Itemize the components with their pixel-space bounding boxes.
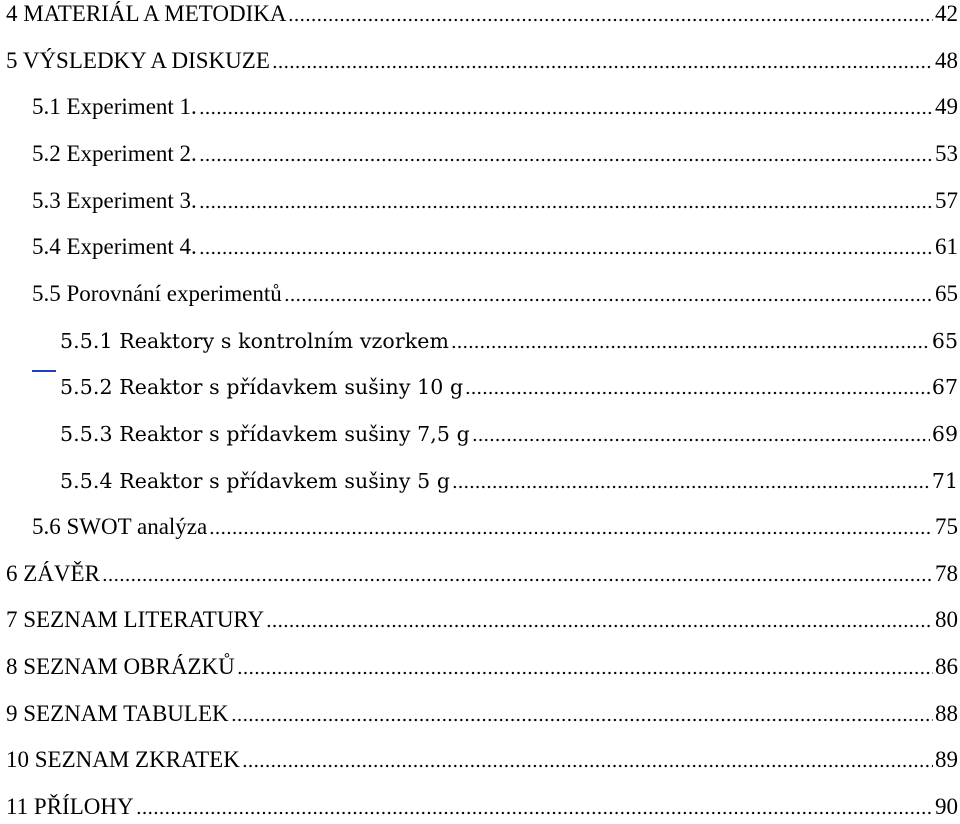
- toc-entry-title: 5.3 Experiment 3.: [32, 188, 197, 213]
- toc-entry[interactable]: [6, 743, 958, 777]
- toc-entry-title: 5.1 Experiment 1.: [32, 94, 197, 119]
- toc-entry-page-number: 86: [935, 654, 958, 679]
- toc-entry[interactable]: [32, 230, 958, 264]
- toc-entry-page-number: 88: [935, 701, 958, 726]
- toc-entry[interactable]: [60, 417, 958, 451]
- toc-dot-leader: [288, 18, 933, 22]
- toc-entry-page-number: 65: [935, 281, 958, 306]
- toc-dot-leader: [199, 158, 933, 162]
- toc-entry-page-number: 67: [931, 375, 958, 399]
- toc-dot-leader: [284, 298, 933, 302]
- toc-entry-title: 10 SEZNAM ZKRATEK: [6, 747, 240, 772]
- toc-entry-title: 9 SEZNAM TABULEK: [6, 701, 229, 726]
- toc-dot-leader: [272, 65, 933, 69]
- underline-mark: [32, 370, 56, 372]
- toc-entry[interactable]: [32, 90, 958, 124]
- toc-entry-page-number: 90: [935, 794, 958, 819]
- toc-entry[interactable]: [6, 0, 958, 31]
- toc-dot-leader: [136, 811, 933, 815]
- toc-entry[interactable]: [6, 603, 958, 637]
- toc-dot-leader: [231, 718, 933, 722]
- toc-entry-page-number: 49: [935, 94, 958, 119]
- toc-entry[interactable]: [60, 370, 958, 404]
- toc-entry-title: 5.5.4 Reaktor s přídavkem sušiny 5 g: [60, 469, 451, 493]
- toc-entry-page-number: 75: [935, 514, 958, 539]
- toc-entry-title: 11 PŘÍLOHY: [6, 794, 134, 819]
- toc-entry-page-number: 78: [935, 561, 958, 586]
- toc-entry[interactable]: [6, 650, 958, 684]
- toc-entry-title: 5.4 Experiment 4.: [32, 234, 197, 259]
- toc-entry-page-number: 48: [935, 48, 958, 73]
- toc-dot-leader: [199, 251, 933, 255]
- toc-entry-title: 5.5.1 Reaktory s kontrolním vzorkem: [60, 329, 450, 353]
- toc-dot-leader: [452, 485, 930, 489]
- toc-entry-page-number: 65: [931, 329, 958, 353]
- toc-entry[interactable]: [32, 277, 958, 311]
- toc-dot-leader: [237, 671, 933, 675]
- toc-entry-page-number: 61: [935, 234, 958, 259]
- toc-entry-page-number: 42: [935, 1, 958, 26]
- toc-entry-title: 5 VÝSLEDKY A DISKUZE: [6, 48, 270, 73]
- toc-dot-leader: [199, 205, 933, 209]
- toc-entry[interactable]: [32, 510, 958, 544]
- toc-entry-title: 8 SEZNAM OBRÁZKŮ: [6, 654, 235, 679]
- toc-entry-page-number: 89: [935, 747, 958, 772]
- toc-entry-title: 5.2 Experiment 2.: [32, 141, 197, 166]
- toc-entry-title: 5.5 Porovnání experimentů: [32, 281, 282, 306]
- toc-entry[interactable]: [6, 557, 958, 591]
- toc-entry-title: 5.5.2 Reaktor s přídavkem sušiny 10 g: [60, 375, 464, 399]
- toc-dot-leader: [472, 438, 930, 442]
- toc-entry-page-number: 57: [935, 188, 958, 213]
- toc-entry-page-number: 71: [931, 469, 958, 493]
- toc-dot-leader: [266, 624, 933, 628]
- toc-dot-leader: [451, 345, 930, 349]
- toc-entry-title: 6 ZÁVĚR: [6, 561, 100, 586]
- toc-entry[interactable]: [32, 137, 958, 171]
- toc-entry-title: 7 SEZNAM LITERATURY: [6, 607, 265, 632]
- toc-dot-leader: [465, 391, 930, 395]
- toc-entry-title: 5.5.3 Reaktor s přídavkem sušiny 7,5 g: [60, 422, 470, 446]
- toc-entry-title: 5.6 SWOT analýza: [32, 514, 208, 539]
- toc-entry[interactable]: [32, 184, 958, 218]
- toc-entry[interactable]: [6, 790, 958, 824]
- toc-entry-page-number: 80: [935, 607, 958, 632]
- toc-entry[interactable]: [6, 44, 958, 78]
- toc-entry-title: 4 MATERIÁL A METODIKA: [6, 1, 287, 26]
- toc-dot-leader: [199, 111, 933, 115]
- toc-entry-page-number: 69: [931, 422, 958, 446]
- toc-dot-leader: [242, 764, 933, 768]
- toc-entry[interactable]: [6, 697, 958, 731]
- toc-dot-leader: [209, 531, 933, 535]
- toc-dot-leader: [102, 578, 933, 582]
- toc-entry[interactable]: [60, 324, 958, 358]
- toc-entry[interactable]: [60, 464, 958, 498]
- toc-entry-page-number: 53: [935, 141, 958, 166]
